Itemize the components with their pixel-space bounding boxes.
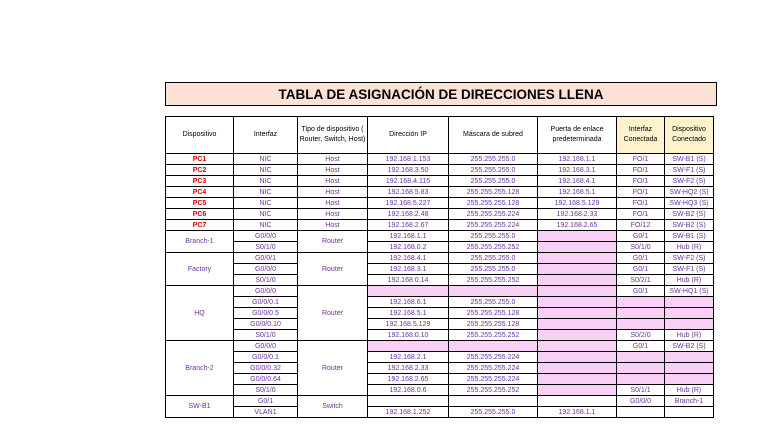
cell-interface-connected: S0/1/0	[617, 242, 665, 253]
cell-mask: 255.255.255.128	[449, 308, 538, 319]
table-row	[166, 209, 714, 220]
cell-device: PC5	[166, 198, 234, 209]
cell-mask: 255.255.255.0	[449, 253, 538, 264]
cell-gateway	[538, 286, 617, 297]
cell-interface: G0/0/0.5	[234, 308, 298, 319]
cell-gateway	[538, 264, 617, 275]
cell-device: PC4	[166, 187, 234, 198]
cell-device-connected: Hub (R)	[665, 275, 714, 286]
cell-mask: 255.255.255.252	[449, 385, 538, 396]
cell-ip: 192.168.2.48	[368, 209, 449, 220]
cell-interface-connected: G0/1	[617, 286, 665, 297]
header-row	[166, 117, 714, 154]
cell-interface: G0/0/0.10	[234, 319, 298, 330]
cell-interface: G0/0/0.1	[234, 352, 298, 363]
cell-device-connected	[665, 297, 714, 308]
cell-interface-connected	[617, 297, 665, 308]
cell-ip: 192.168.4.115	[368, 176, 449, 187]
cell-device: Branch-1	[166, 231, 234, 253]
cell-mask: 255.255.255.224	[449, 352, 538, 363]
cell-device-connected: SW-B1 (S)	[665, 231, 714, 242]
table-row	[166, 154, 714, 165]
cell-interface-connected	[617, 352, 665, 363]
cell-device-connected: SW-F2 (S)	[665, 253, 714, 264]
cell-gateway	[538, 253, 617, 264]
cell-mask: 255.255.255.128	[449, 198, 538, 209]
header-gateway: Puerta de enlace predeterminada	[538, 117, 617, 154]
cell-interface-connected: G0/0/0	[617, 396, 665, 407]
cell-mask: 255.255.255.0	[449, 297, 538, 308]
table-row	[166, 286, 714, 297]
cell-mask: 255.255.255.0	[449, 165, 538, 176]
cell-device-type: Router	[298, 341, 368, 396]
cell-gateway	[538, 242, 617, 253]
cell-device-type: Host	[298, 220, 368, 231]
cell-ip: 192.168.3.50	[368, 165, 449, 176]
cell-gateway	[538, 385, 617, 396]
cell-ip: 192.168.2.1	[368, 352, 449, 363]
table-body	[166, 154, 714, 418]
cell-device-connected: SW-B2 (S)	[665, 209, 714, 220]
cell-mask	[449, 286, 538, 297]
cell-device-connected: SW-HQ3 (S)	[665, 198, 714, 209]
cell-interface: NIC	[234, 209, 298, 220]
cell-interface-connected	[617, 374, 665, 385]
cell-device: PC2	[166, 165, 234, 176]
table-row	[166, 385, 714, 396]
header-device-type: Tipo de dispositivo ( Router, Switch, Host)	[298, 117, 368, 154]
cell-interface-connected: G0/1	[617, 253, 665, 264]
cell-gateway: 192.168.1.1	[538, 154, 617, 165]
cell-mask: 255.255.255.0	[449, 264, 538, 275]
cell-ip: 192.168.2.33	[368, 363, 449, 374]
cell-interface: NIC	[234, 187, 298, 198]
cell-interface: S0/1/0	[234, 385, 298, 396]
cell-device-connected: Hub (R)	[665, 242, 714, 253]
cell-interface: S0/1/0	[234, 242, 298, 253]
cell-device-connected: Branch-1	[665, 396, 714, 407]
cell-device: SW-B1	[166, 396, 234, 418]
cell-interface-connected: S0/2/1	[617, 275, 665, 286]
cell-device-connected	[665, 363, 714, 374]
cell-device-connected: SW-F1 (S)	[665, 264, 714, 275]
cell-gateway: 192.168.3.1	[538, 165, 617, 176]
cell-mask: 255.255.255.252	[449, 242, 538, 253]
table-row	[166, 341, 714, 352]
cell-interface: G0/0/0.1	[234, 297, 298, 308]
cell-interface-connected: S0/2/0	[617, 330, 665, 341]
cell-gateway: 192.168.1.1	[538, 407, 617, 418]
cell-interface-connected: S0/1/1	[617, 385, 665, 396]
cell-mask: 255.255.255.0	[449, 407, 538, 418]
cell-interface: G0/0/0	[234, 264, 298, 275]
cell-interface: NIC	[234, 220, 298, 231]
cell-interface-connected: FO/1	[617, 154, 665, 165]
header-device-connected: Dispositivo Conectado	[665, 117, 714, 154]
cell-interface: G0/0/0.32	[234, 363, 298, 374]
cell-gateway	[538, 341, 617, 352]
cell-mask: 255.255.255.252	[449, 275, 538, 286]
cell-gateway	[538, 363, 617, 374]
table-row	[166, 297, 714, 308]
cell-gateway	[538, 319, 617, 330]
cell-interface: G0/0/0	[234, 341, 298, 352]
cell-gateway: 192.168.2.33	[538, 209, 617, 220]
cell-ip: 192.168.3.1	[368, 264, 449, 275]
cell-gateway	[538, 297, 617, 308]
address-table	[165, 116, 714, 418]
table-row	[166, 407, 714, 418]
cell-interface: NIC	[234, 176, 298, 187]
cell-device-connected: SW-F1 (S)	[665, 165, 714, 176]
cell-device-type: Host	[298, 187, 368, 198]
cell-device: PC3	[166, 176, 234, 187]
table-row	[166, 330, 714, 341]
cell-ip	[368, 341, 449, 352]
cell-gateway	[538, 231, 617, 242]
table-row	[166, 187, 714, 198]
cell-interface-connected: FO/1	[617, 187, 665, 198]
cell-mask: 255.255.255.224	[449, 363, 538, 374]
cell-ip: 192.168.0.6	[368, 385, 449, 396]
cell-ip: 192.168.5.83	[368, 187, 449, 198]
cell-device-connected: SW-HQ2 (S)	[665, 187, 714, 198]
table-row	[166, 275, 714, 286]
cell-device-type: Switch	[298, 396, 368, 418]
cell-gateway	[538, 330, 617, 341]
cell-device-type: Host	[298, 198, 368, 209]
cell-interface: NIC	[234, 198, 298, 209]
cell-device: PC1	[166, 154, 234, 165]
cell-interface-connected: FO/1	[617, 209, 665, 220]
header-interface-connected: Interfaz Conectada	[617, 117, 665, 154]
cell-device-connected	[665, 319, 714, 330]
cell-device-connected: SW-B1 (S)	[665, 154, 714, 165]
cell-ip	[368, 396, 449, 407]
cell-ip: 192.168.2.65	[368, 374, 449, 385]
cell-interface: G0/1	[234, 396, 298, 407]
cell-interface-connected: G0/1	[617, 341, 665, 352]
cell-device: HQ	[166, 286, 234, 341]
cell-device: Branch-2	[166, 341, 234, 396]
cell-device-connected	[665, 308, 714, 319]
table-row	[166, 253, 714, 264]
cell-device-connected: Hub (R)	[665, 385, 714, 396]
cell-mask	[449, 396, 538, 407]
cell-mask: 255.255.255.0	[449, 154, 538, 165]
table-row	[166, 242, 714, 253]
cell-interface: G0/0/0	[234, 231, 298, 242]
cell-gateway: 192.168.5.129	[538, 198, 617, 209]
cell-ip: 192.168.0.14	[368, 275, 449, 286]
cell-interface-connected	[617, 407, 665, 418]
cell-gateway	[538, 308, 617, 319]
cell-gateway	[538, 374, 617, 385]
header-interface: Interfaz	[234, 117, 298, 154]
cell-mask: 255.255.255.252	[449, 330, 538, 341]
cell-interface: S0/1/0	[234, 330, 298, 341]
cell-mask: 255.255.255.224	[449, 220, 538, 231]
cell-gateway: 192.168.2.65	[538, 220, 617, 231]
cell-ip: 192.168.1.252	[368, 407, 449, 418]
table-row	[166, 165, 714, 176]
table-row	[166, 264, 714, 275]
cell-device-connected: SW-HQ1 (S)	[665, 286, 714, 297]
cell-interface: G0/0/0	[234, 286, 298, 297]
table-row	[166, 198, 714, 209]
table-row	[166, 176, 714, 187]
cell-interface: VLAN1	[234, 407, 298, 418]
table-row	[166, 231, 714, 242]
table-row	[166, 308, 714, 319]
cell-mask: 255.255.255.224	[449, 209, 538, 220]
cell-device-connected	[665, 407, 714, 418]
table-title: TABLA DE ASIGNACIÓN DE DIRECCIONES LLENA	[165, 82, 717, 106]
table-row	[166, 374, 714, 385]
cell-interface: G0/0/1	[234, 253, 298, 264]
cell-gateway: 192.168.4.1	[538, 176, 617, 187]
cell-ip: 192.168.5.227	[368, 198, 449, 209]
cell-gateway: 192.168.5.1	[538, 187, 617, 198]
cell-device-connected: SW-B2 (S)	[665, 341, 714, 352]
cell-ip: 192.168.0.2	[368, 242, 449, 253]
cell-device-type: Host	[298, 176, 368, 187]
cell-device: Factory	[166, 253, 234, 286]
cell-interface-connected: G0/1	[617, 231, 665, 242]
cell-device: PC6	[166, 209, 234, 220]
header-ip: Dirección IP	[368, 117, 449, 154]
cell-interface: S0/1/0	[234, 275, 298, 286]
table-row	[166, 396, 714, 407]
table-row	[166, 363, 714, 374]
cell-device-connected	[665, 352, 714, 363]
table-row	[166, 220, 714, 231]
cell-ip: 192.168.1.153	[368, 154, 449, 165]
cell-interface: G0/0/0.64	[234, 374, 298, 385]
cell-ip: 192.168.5.1	[368, 308, 449, 319]
cell-interface-connected: FO/1	[617, 176, 665, 187]
cell-device-type: Router	[298, 231, 368, 253]
cell-interface-connected	[617, 319, 665, 330]
cell-device-type: Router	[298, 253, 368, 286]
cell-ip: 192.168.4.1	[368, 253, 449, 264]
cell-interface-connected: FO/12	[617, 220, 665, 231]
cell-mask: 255.255.255.224	[449, 374, 538, 385]
header-mask: Máscara de subred	[449, 117, 538, 154]
cell-ip: 192.168.0.10	[368, 330, 449, 341]
cell-ip	[368, 286, 449, 297]
cell-device-connected: SW-F2 (S)	[665, 176, 714, 187]
table-row	[166, 352, 714, 363]
table-row	[166, 319, 714, 330]
cell-interface-connected	[617, 363, 665, 374]
cell-mask: 255.255.255.0	[449, 176, 538, 187]
cell-device: PC7	[166, 220, 234, 231]
cell-interface-connected	[617, 308, 665, 319]
cell-device-connected	[665, 374, 714, 385]
cell-gateway	[538, 275, 617, 286]
cell-mask: 255.255.255.128	[449, 319, 538, 330]
cell-device-connected: SW-B2 (S)	[665, 220, 714, 231]
header-device: Dispositivo	[166, 117, 234, 154]
cell-device-type: Host	[298, 209, 368, 220]
cell-mask: 255.255.255.128	[449, 187, 538, 198]
cell-interface-connected: G0/1	[617, 264, 665, 275]
cell-interface: NIC	[234, 154, 298, 165]
cell-device-type: Host	[298, 154, 368, 165]
cell-gateway	[538, 352, 617, 363]
cell-interface: NIC	[234, 165, 298, 176]
cell-ip: 192.168.6.1	[368, 297, 449, 308]
cell-device-connected: Hub (R)	[665, 330, 714, 341]
cell-mask: 255.255.255.0	[449, 231, 538, 242]
cell-ip: 192.168.1.1	[368, 231, 449, 242]
cell-interface-connected: FO/1	[617, 198, 665, 209]
cell-ip: 192.168.5.129	[368, 319, 449, 330]
cell-interface-connected: FO/1	[617, 165, 665, 176]
cell-mask	[449, 341, 538, 352]
cell-device-type: Host	[298, 165, 368, 176]
cell-ip: 192.168.2.67	[368, 220, 449, 231]
cell-device-type: Router	[298, 286, 368, 341]
cell-gateway	[538, 396, 617, 407]
